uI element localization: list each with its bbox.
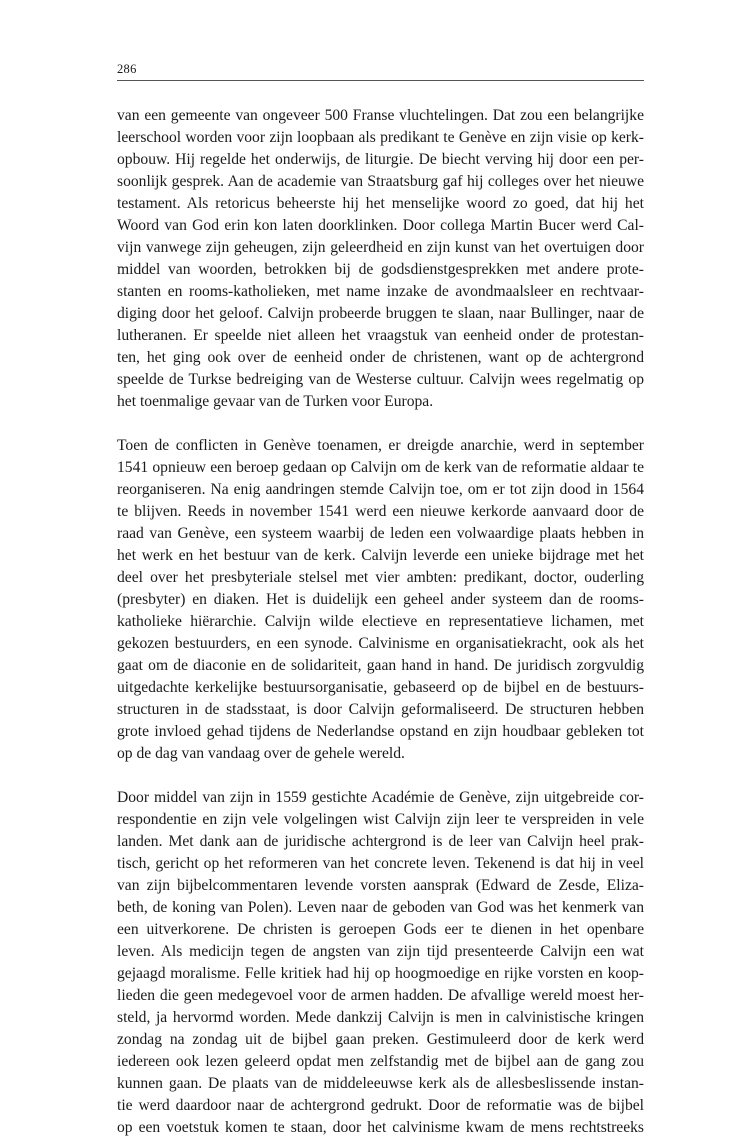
- text-line: gaat om de diaconie en de solidariteit, gaan hand in hand. De juridisch zorgvuldig: [117, 657, 644, 674]
- paragraph-2: [117, 435, 644, 765]
- text-line: gekozen bestuurders, en een synode. Calvinisme en organisatiekracht, ook als het: [117, 635, 644, 652]
- body-text: [117, 105, 644, 1139]
- text-line: grote invloed gehad tijdens de Nederlandse opstand en zijn houdbaar gebleken tot: [117, 723, 644, 740]
- text-line: raad van Genève, een systeem waarbij de leden een volwaardige plaats hebben in: [117, 525, 644, 542]
- text-line: op de dag van vandaag over de gehele wereld.: [117, 745, 405, 762]
- text-line: tisch, gericht op het reformeren van het concrete leven. Tekenend is dat hij in veel: [117, 855, 644, 872]
- text-line: zondag na zondag uit de bijbel gaan preken. Gestimuleerd door de kerk werd: [117, 1031, 644, 1048]
- text-line: te blijven. Reeds in november 1541 werd een nieuwe kerkorde aanvaard door de: [117, 503, 644, 520]
- text-line: testament. Als retoricus beheerste hij het menselijke woord zo goed, dat hij het: [117, 195, 644, 212]
- text-line: een uitverkorene. De christen is geroepen Gods eer te dienen in het openbare: [117, 921, 644, 938]
- text-line: 1541 opnieuw een beroep gedaan op Calvijn om de kerk van de reformatie aldaar te: [117, 459, 644, 476]
- page-header: [117, 58, 644, 81]
- text-line: deel over het presbyteriale stelsel met vier ambten: predikant, doctor, ouderling: [117, 569, 644, 586]
- text-line: soonlijk gesprek. Aan de academie van Straatsburg gaf hij colleges over het nieuwe: [117, 173, 644, 190]
- text-line: opbouw. Hij regelde het onderwijs, de liturgie. De biecht verving hij door een per-: [117, 151, 644, 168]
- paragraph-gap: [117, 765, 644, 787]
- text-line: speelde de Turkse bedreiging van de Westerse cultuur. Calvijn wees regelmatig op: [117, 371, 644, 388]
- text-line: steld, ja hervormd worden. Mede dankzij Calvijn is men in calvinistische kringen: [117, 1009, 644, 1026]
- text-line: Woord van God erin kon laten doorklinken. Door collega Martin Bucer werd Cal-: [117, 217, 644, 234]
- text-line: beth, de koning van Polen). Leven naar de geboden van God was het kenmerk van: [117, 899, 644, 916]
- text-line: katholieke hiërarchie. Calvijn wilde electieve en representatieve lichamen, met: [117, 613, 644, 630]
- text-line: Toen de conflicten in Genève toenamen, er dreigde anarchie, werd in september: [117, 437, 644, 454]
- text-line: kunnen gaan. De plaats van de middeleeuwse kerk als de allesbeslissende instan-: [117, 1075, 644, 1092]
- paragraph-1: [117, 105, 644, 413]
- text-line: diging door het geloof. Calvijn probeerde bruggen te slaan, naar Bullinger, naar de: [117, 305, 644, 322]
- text-line: Door middel van zijn in 1559 gestichte Académie de Genève, zijn uitgebreide cor-: [117, 789, 644, 806]
- text-line: ten, het ging ook over de eenheid onder de christenen, want op de achtergrond: [117, 349, 644, 366]
- text-line: structuren in de stadsstaat, is door Calvijn geformaliseerd. De structuren hebben: [117, 701, 644, 718]
- paragraph-3: [117, 787, 644, 1139]
- text-line: vijn vanwege zijn geheugen, zijn geleerdheid en zijn kunst van het overtuigen door: [117, 239, 644, 256]
- text-line: van een gemeente van ongeveer 500 Franse vluchtelingen. Dat zou een belangrijke: [117, 107, 644, 124]
- text-line: het toenmalige gevaar van de Turken voor Europa.: [117, 393, 434, 410]
- text-line: respondentie en zijn vele volgelingen wist Calvijn zijn leer te verspreiden in vele: [117, 811, 644, 828]
- text-line: stanten en rooms-katholieken, met name inzake de avondmaalsleer en rechtvaar-: [117, 283, 644, 300]
- text-line: het werk en het bestuur van de kerk. Calvijn leverde een unieke bijdrage met het: [117, 547, 644, 564]
- paragraph-gap: [117, 413, 644, 435]
- book-page: [117, 58, 644, 1139]
- text-line: leerschool worden voor zijn loopbaan als predikant te Genève en zijn visie op kerk-: [117, 129, 644, 146]
- text-line: middel van woorden, betrokken bij de godsdienstgesprekken met andere prote-: [117, 261, 644, 278]
- text-line: van zijn bijbelcommentaren levende vorsten aansprak (Edward de Zesde, Eliza-: [117, 877, 644, 894]
- text-line: landen. Met dank aan de juridische achtergrond is de leer van Calvijn heel prak-: [117, 833, 644, 850]
- text-line: uitgedachte kerkelijke bestuursorganisatie, gebaseerd op de bijbel en de bestuurs-: [117, 679, 644, 696]
- text-line: lieden die geen medegevoel voor de armen hadden. De afvallige wereld moest her-: [117, 987, 644, 1004]
- text-line: lutheranen. Er speelde niet alleen het vraagstuk van eenheid onder de protestan-: [117, 327, 644, 344]
- text-line: leven. Als medicijn tegen de angsten van zijn tijd presenteerde Calvijn een wat: [117, 943, 644, 960]
- text-line: op een voetstuk komen te staan, door het calvinisme kwam de mens rechtstreeks: [117, 1119, 644, 1136]
- text-line: reorganiseren. Na enig aandringen stemde Calvijn toe, om er tot zijn dood in 1564: [117, 481, 644, 498]
- page-number: 286: [117, 62, 137, 76]
- text-line: iedereen ook lezen geleerd opdat men zelfstandig met de bijbel aan de gang zou: [117, 1053, 644, 1070]
- text-line: gejaagd moralisme. Felle kritiek had hij op hoogmoedige en rijke vorsten en koop-: [117, 965, 644, 982]
- text-line: tie werd daardoor naar de achtergrond gedrukt. Door de reformatie was de bijbel: [117, 1097, 644, 1114]
- text-line: (presbyter) en diaken. Het is duidelijk een geheel ander systeem dan de rooms-: [117, 591, 644, 608]
